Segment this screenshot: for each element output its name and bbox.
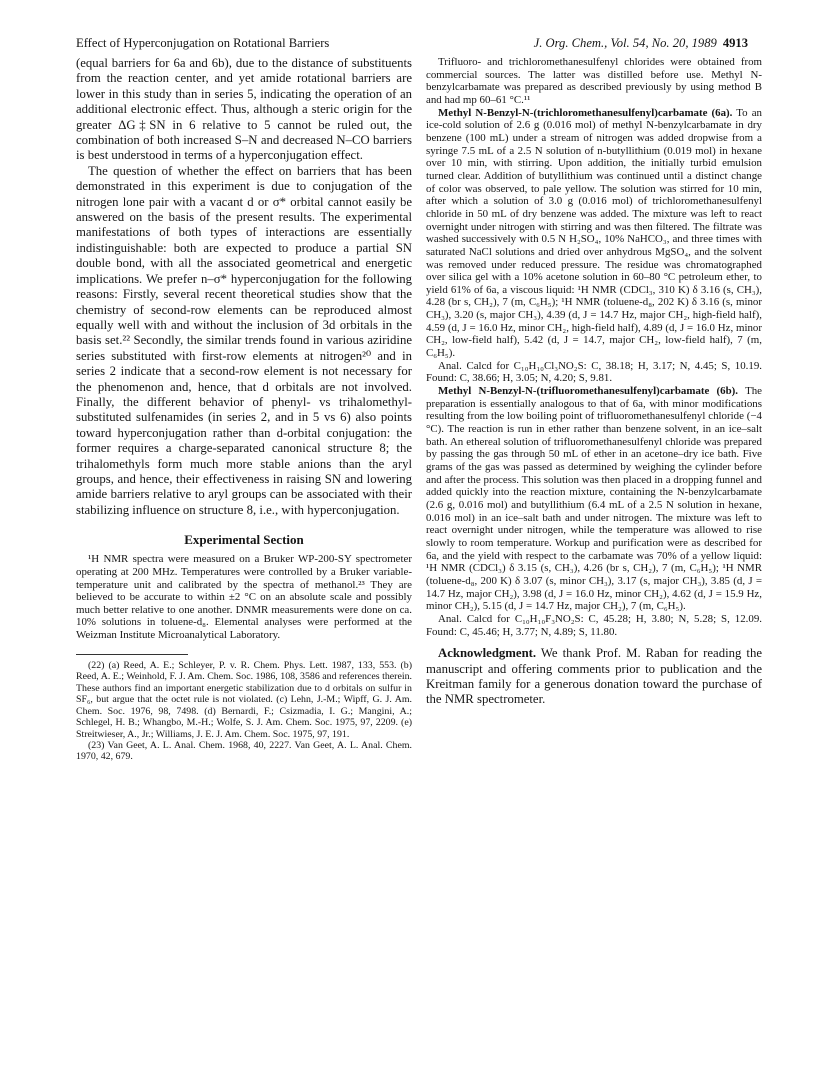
running-head <box>76 36 748 52</box>
page-number: 4913 <box>722 36 748 50</box>
footnote-rule <box>76 654 188 655</box>
acknowledgment <box>426 646 762 708</box>
footnote-23: (23) Van Geet, A. L. Anal. Chem. 1968, 40, 2227. Van Geet, A. L. Anal. Chem. 1970, 42, 679. <box>76 739 412 763</box>
running-head-journal <box>534 36 748 51</box>
paragraph-steric-discussion: (equal barriers for 6a and 6b), due to the distance of substituents from the reaction center, and yet amide rotational barriers are lower in this study than in series 5, indicating the operation of an additional electronic effect. Thus, although a steric origin for the greater ΔG‡SN in 6 relative to 5 cannot be ruled out, the combination of both increased S–N and decreased N–CO barriers is best understood in terms of a hyperconjugation effect. <box>76 56 412 163</box>
procedure-6a <box>426 107 762 360</box>
compound-6a-text: To an ice-cold solution of 2.6 g (0.016 mol) of methyl N-benzylcarbamate in dry benzene (100 mL) under a stream of nitrogen was added dropwise from a syringe 7.5 mL of a 2.5 N solution of n-butyllithium (0.019 mol) in hexane over 10 min, with stirring. Upon addition, the initially turbid emulsion turned clear. Addition of butyllithium was continued until a distinct change of color was observed, to pale yellow. The solution was stirred for 10 min, after which a solution of 3.0 g (0.016 mol) of trichloromethanesulfenyl chloride in 50 mL of dry benzene was added. The mixture was left to react overnight under nitrogen with stirring and was then filtered. The filtrate was washed successively with 0.5 N H₂SO₄, 10% NaHCO₃, and three times with saturated NaCl solutions and dried over anhydrous MgSO₄, and the solvent was removed under reduced pressure. The residue was chromatographed over silica gel with a 10% acetone solution in 60–80 °C petroleum ether, to yield 61% of 6a, a viscous liquid: ¹H NMR (CDCl₃, 310 K) δ 3.16 (s, CH₃), 4.28 (br s, CH₂), 7 (m, C₆H₅); ¹H NMR (toluene-d₈, 202 K) δ 3.16 (s, minor CH₃), 3.20 (s, major CH₃), 4.39 (d, J = 14.7 Hz, major CH₂, high-field half), 4.59 (d, J = 16.0 Hz, minor CH₂, high-field half), 4.89 (d, J = 16.0 Hz, minor CH₂, low-field half), 5.42 (d, J = 14.7, major CH₂, low-field half), 7 (m, C₆H₅). <box>426 106 762 360</box>
paragraph-hyperconjugation-discussion: The question of whether the effect on barriers that has been demonstrated in this experiment is due to conjugation of the nitrogen lone pair with a vacant d or σ* orbital cannot easily be answered on the basis of the present results. The experimental manifestations of both types of interactions are essentially indistinguishable: both are expected to produce a partial SN double bond, with all the associated geometrical and energetic implications. We prefer n–σ* hyperconjugation for the following reasons: Firstly, several recent theoretical studies show that the chemistry of second-row elements can be reproduced almost equally well with and without the inclusion of 3d orbitals in the basis set.²² Secondly, the similar trends found in various aziridine series substituted with first-row elements at nitrogen²⁰ and in series 2 indicate that a second-row element is not necessary for the phenomenon and, hence, that d orbitals are not involved. Finally, the different behavior of phenyl- vs trihalomethyl-substituted sulfenamides (in series 2, and in 5 vs 6) also points toward hyperconjugation rather than d-orbital conjugation: the former requires a charge-separated canonical structure 8; the trihalomethyls form much more stable anions than the aryl groups, and hence, their effectiveness in raising SN and lowering amide barriers relative to aryl groups can be associated with their stabilizing influence on structure 8, i.e., with hyperconjugation. <box>76 163 412 517</box>
experimental-section-heading: Experimental Section <box>184 532 304 548</box>
procedure-6b <box>426 385 762 613</box>
materials-intro: Trifluoro- and trichloromethanesulfenyl chlorides were obtained from commercial sources. The latter was distilled before use. Methyl N-benzylcarbamate was prepared as described previously by using method B and had mp 60–61 °C.¹¹ <box>426 56 762 106</box>
analysis-6b: Anal. Calcd for C₁₀H₁₀F₃NO₂S: C, 45.28; H, 3.80; N, 5.28; S, 12.09. Found: C, 45.46; H, 3.77; N, 4.89; S, 11.80. <box>426 612 762 638</box>
compound-6b-heading: Methyl N-Benzyl-N-(trifluoromethanesulfenyl)carbamate (6b). <box>438 385 739 398</box>
section-spacer <box>426 638 762 646</box>
compound-6a-heading: Methyl N-Benzyl-N-(trichloromethanesulfenyl)carbamate (6a). <box>438 106 733 119</box>
journal-citation: J. Org. Chem., Vol. 54, No. 20, 1989 <box>533 36 717 50</box>
acknowledgment-text: We thank Prof. M. Raban for reading the manuscript and offering comments prior to publication and the Kreitman family for a generous donation toward the purchase of the NMR spectrometer. <box>426 646 762 707</box>
analysis-6a: Anal. Calcd for C₁₀H₁₀Cl₃NO₂S: C, 38.18; H, 3.17; N, 4.45; S, 10.19. Found: C, 38.66; H, 3.05; N, 4.20; S, 9.81. <box>426 359 762 385</box>
compound-6b-text: The preparation is essentially analogous to that of 6a, with minor modifications resulting from the low boiling point of trifluoromethanesulfenyl chloride (−4 °C). The reaction is run in ether rather than benzene solvent, in an ice–salt bath. An ethereal solution of trifluoromethanesulfenyl chloride was prepared by passing the gas through 50 mL of ether in an acetone–dry ice bath. Five grams of the gas was passed as determined by weighing the cylinder before and after the process. This solution was then placed in a dropping funnel and added quickly into the reaction mixture, containing the N-benzylcarbamate (2.6 g, 0.016 mol) and butyllithium (6.4 mL of a 2.5 N solution in hexane, 0.016 mol) in an ice–salt bath and under nitrogen. The mixture was left to react overnight under nitrogen, while the temperature was allowed to rise slowly to room temperature. Workup and purification were as described for 6a, and the yield with respect to the carbamate was 70% of a yellow liquid: ¹H NMR (CDCl₃) δ 3.15 (s, CH₃), 4.26 (br s, CH₂), 7 (m, C₆H₅); ¹H NMR (toluene-d₈, 200 K) δ 3.07 (s, minor CH₃), 3.17 (s, major CH₃), 3.85 (d, J = 14.7 Hz, major CH₂), 3.98 (d, J = 16.0 Hz, minor CH₂), 4.62 (d, J = 15.9 Hz, minor CH₂), 5.15 (d, J = 14.7 Hz, major CH₂), 7 (m, C₆H₅). <box>426 385 762 613</box>
experimental-general-text: ¹H NMR spectra were measured on a Bruker WP-200-SY spectrometer operating at 200 MHz. Temperatures were controlled by a Bruker variable-temperature unit and calibrated by the spectra of methanol.²³ They are believed to be accurate to within ±2 °C on an absolute scale and possibly much better relative to one another. DNMR measurements were done on ca. 10% solutions in toluene-d₈. Elemental analyses were performed at the Weizman Institute Microanalytical Laboratory. <box>76 553 412 642</box>
acknowledgment-heading: Acknowledgment. <box>438 646 537 661</box>
left-column <box>76 56 412 763</box>
right-column <box>426 56 762 708</box>
footnote-22: (22) (a) Reed, A. E.; Schleyer, P. v. R. Chem. Phys. Lett. 1987, 133, 553. (b) Reed, A. E.; Weinhold, F. J. Am. Chem. Soc. 1986, 108, 3586 and references therein. These authors find an important energetic stabilization due to d orbitals on sulfur in SF₆, but argue that the octet rule is not violated. (c) Lehn, J.-M.; Wipff, G. J. Am. Chem. Soc. 1976, 98, 7498. (d) Bernardi, F.; Csizmadia, I. G.; Mangini, A.; Schlegel, H. B.; Whangbo, M.-H.; Wolfe, S. J. Am. Chem. Soc. 1975, 97, 2209. (e) Streitwieser, A., Jr.; Williams, J. E. J. Am. Chem. Soc. 1975, 97, 191. <box>76 659 412 740</box>
running-head-title: Effect of Hyperconjugation on Rotational Barriers <box>76 36 330 50</box>
